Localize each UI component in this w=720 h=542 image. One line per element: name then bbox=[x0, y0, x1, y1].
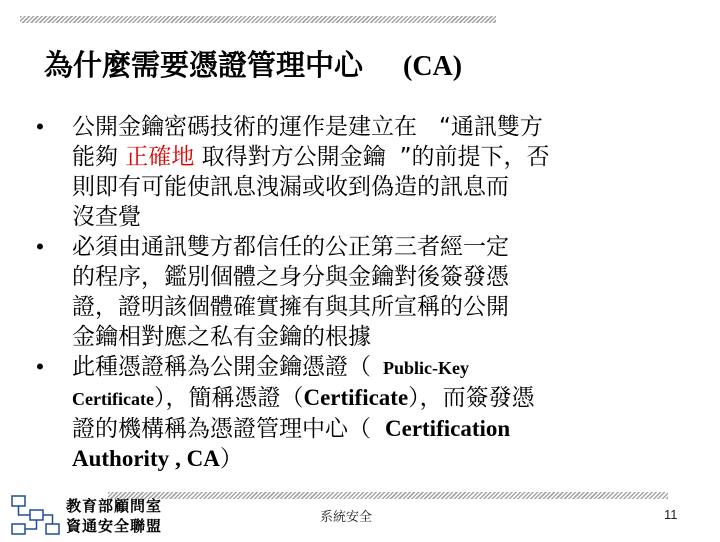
organization-logo bbox=[8, 494, 178, 538]
logo-line-2: 資通安全聯盟 bbox=[66, 517, 163, 535]
logo-text bbox=[66, 496, 162, 536]
text-line bbox=[72, 142, 690, 172]
latin-term: Public-Key bbox=[383, 358, 469, 378]
text-span: “通訊雙方 bbox=[439, 114, 543, 140]
top-hatched-rule bbox=[20, 16, 496, 23]
latin-term: Certificate bbox=[303, 385, 409, 410]
title-text: 為什麼需要憑證管理中心 bbox=[44, 48, 364, 82]
text-line: 則即有可能使訊息洩漏或收到偽造的訊息而 bbox=[72, 174, 509, 200]
text-line: 沒查覺 bbox=[72, 204, 141, 230]
logo-line-1: 教育部顧問室 bbox=[66, 497, 163, 515]
bullet-dot: • bbox=[36, 234, 44, 259]
text-line bbox=[72, 383, 690, 414]
bullet-item-2 bbox=[30, 232, 690, 352]
latin-term: Certification bbox=[385, 416, 511, 441]
text-line bbox=[72, 444, 690, 474]
text-span: 取得對方公開金鑰 bbox=[201, 144, 386, 170]
text-span: ） bbox=[219, 446, 243, 472]
bullet-item-1 bbox=[30, 112, 690, 232]
text-span: 證的機構稱為憑證管理中心（ bbox=[72, 416, 371, 442]
text-span: ），而簽發憑 bbox=[408, 385, 535, 411]
text-span: 能夠 bbox=[72, 144, 118, 170]
title-abbreviation: (CA) bbox=[403, 51, 463, 82]
footer-course-label: 系統安全 bbox=[320, 510, 373, 525]
latin-term: , CA bbox=[175, 446, 220, 471]
text-span: ”的前提下，否 bbox=[399, 144, 550, 170]
network-nodes-icon bbox=[8, 494, 62, 538]
text-span: 公開金鑰密碼技術的運作是建立在 bbox=[72, 114, 417, 140]
slide-title bbox=[44, 45, 462, 85]
text-line: 的程序，鑑別個體之身分與金鑰對後簽發憑 bbox=[72, 264, 509, 290]
latin-term: Certificate bbox=[72, 389, 154, 409]
bullet-item-3 bbox=[30, 352, 690, 474]
text-line: 必須由通訊雙方都信任的公正第三者經一定 bbox=[72, 234, 509, 260]
page-number: 11 bbox=[664, 507, 678, 522]
bottom-hatched-rule bbox=[108, 492, 668, 499]
text-span: 此種憑證稱為公開金鑰憑證（ bbox=[72, 354, 371, 380]
text-line bbox=[72, 352, 690, 383]
bullet-list bbox=[30, 112, 690, 474]
emphasis-text: 正確地 bbox=[125, 144, 195, 170]
latin-term: Authority bbox=[72, 446, 170, 471]
text-line: 證，證明該個體確實擁有與其所宣稱的公開 bbox=[72, 294, 509, 320]
text-span: ），簡稱憑證（ bbox=[153, 385, 304, 411]
bullet-dot: • bbox=[36, 114, 44, 139]
text-line bbox=[72, 112, 690, 142]
text-line: 金鑰相對應之私有金鑰的根據 bbox=[72, 324, 371, 350]
text-line bbox=[72, 414, 690, 444]
bullet-dot: • bbox=[36, 354, 44, 379]
